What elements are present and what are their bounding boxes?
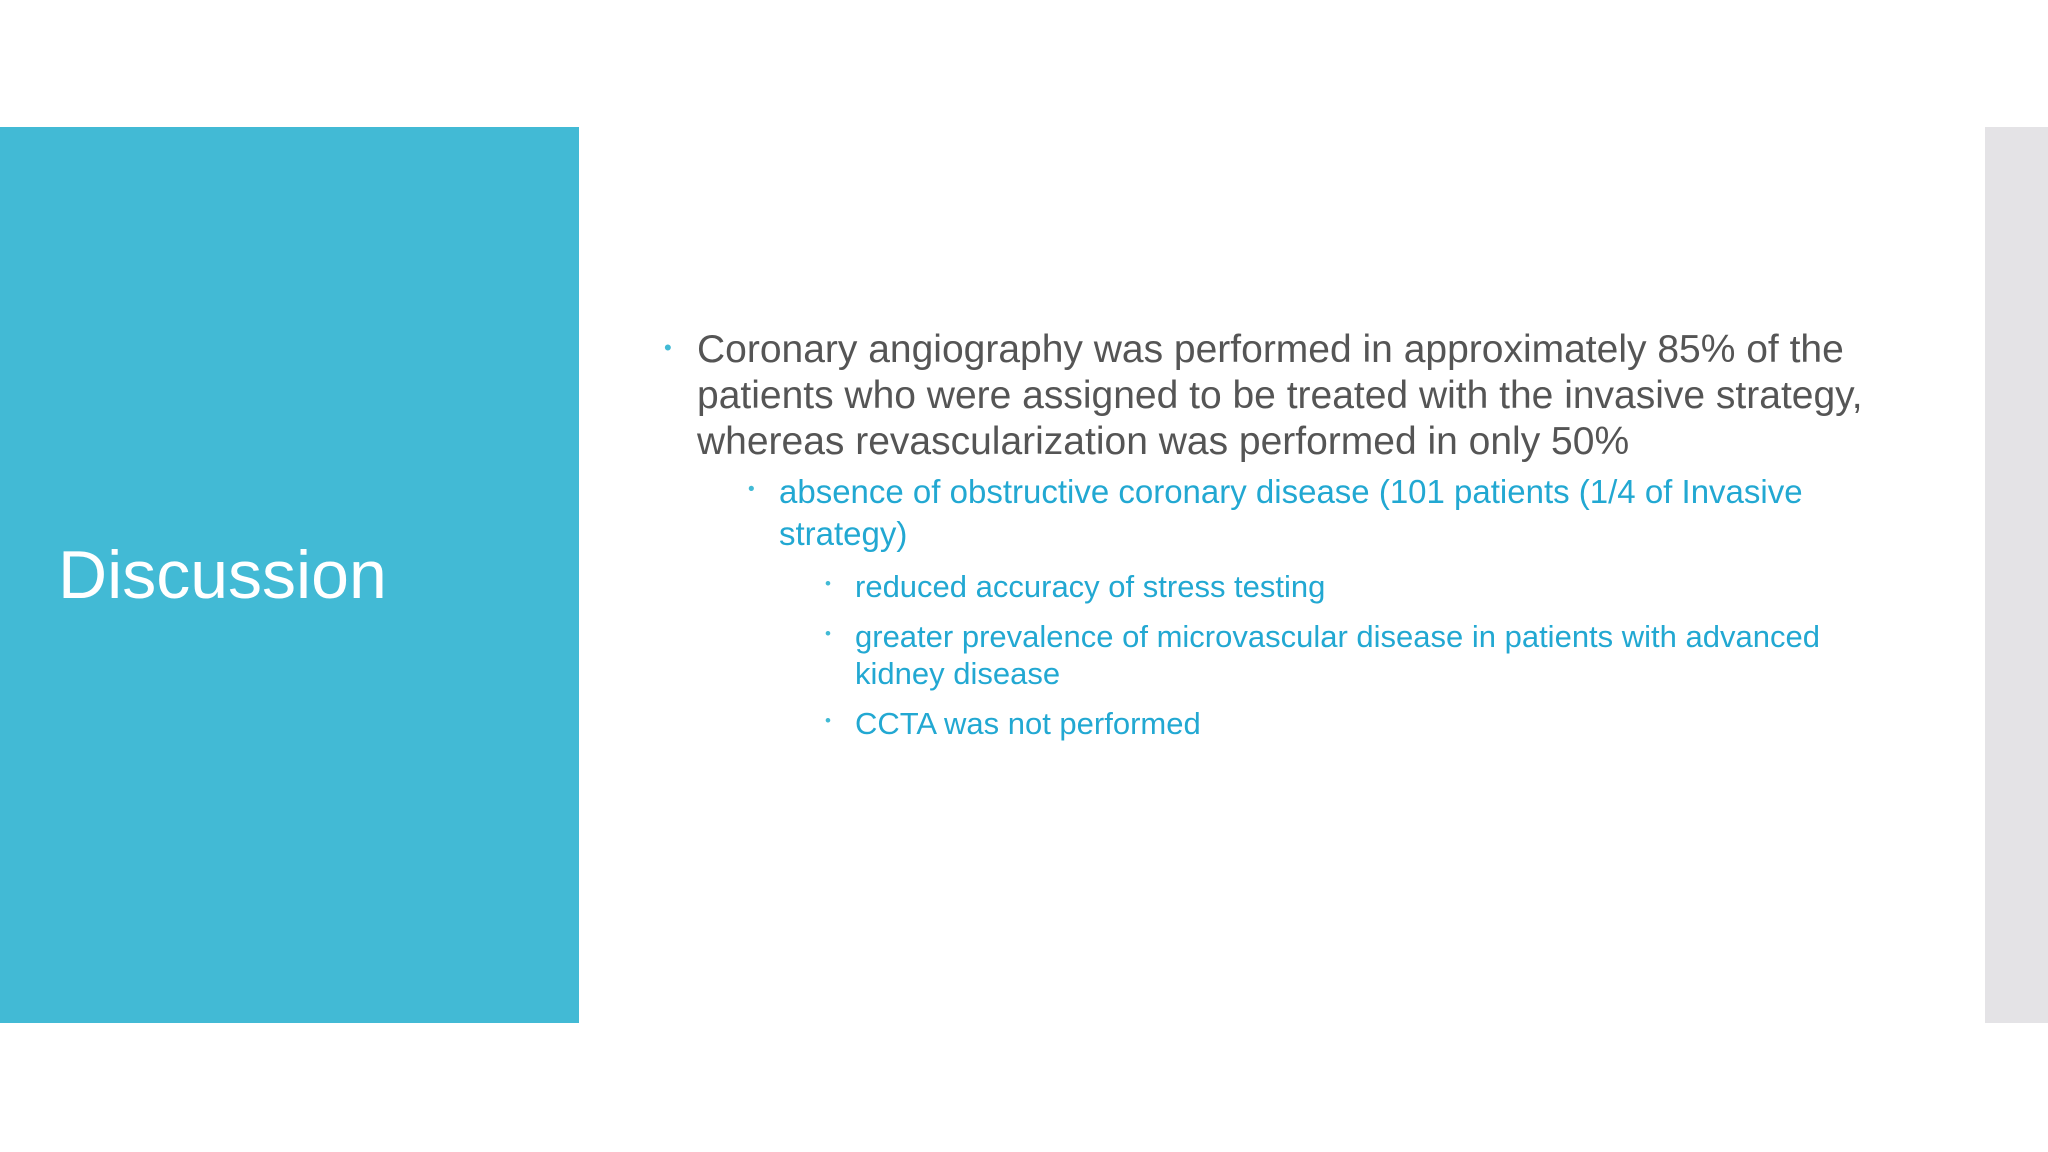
sub-sub-bullet: [825, 568, 1864, 605]
sub-sub-bullet: [825, 705, 1864, 742]
bullet-dot-icon: •: [825, 574, 831, 593]
side-strip: [1985, 127, 2048, 1023]
bullet-dot-icon: •: [748, 479, 755, 500]
main-bullet-text: Coronary angiography was performed in approximately 85% of the patients who were assigned to be treated with the invasive strategy, whereas revascularization was performed in only 50%: [697, 328, 1863, 463]
main-bullet: [664, 327, 1864, 465]
slide-title: Discussion: [58, 537, 387, 613]
sub-sub-bullet: [825, 618, 1864, 692]
sub-bullet: [748, 471, 1864, 555]
sub-sub-bullet-text: reduced accuracy of stress testing: [855, 569, 1326, 604]
title-panel: [0, 127, 579, 1023]
sub-sub-bullet-text: greater prevalence of microvascular disease in patients with advanced kidney disease: [855, 619, 1820, 691]
sub-sub-bullet-text: CCTA was not performed: [855, 706, 1201, 741]
sub-bullet-text: absence of obstructive coronary disease (101 patients (1/4 of Invasive strategy): [779, 473, 1803, 552]
slide-content: [664, 327, 1864, 742]
bullet-dot-icon: •: [664, 335, 672, 360]
bullet-dot-icon: •: [825, 624, 831, 643]
slide: [0, 127, 2048, 1023]
bullet-dot-icon: •: [825, 711, 831, 730]
